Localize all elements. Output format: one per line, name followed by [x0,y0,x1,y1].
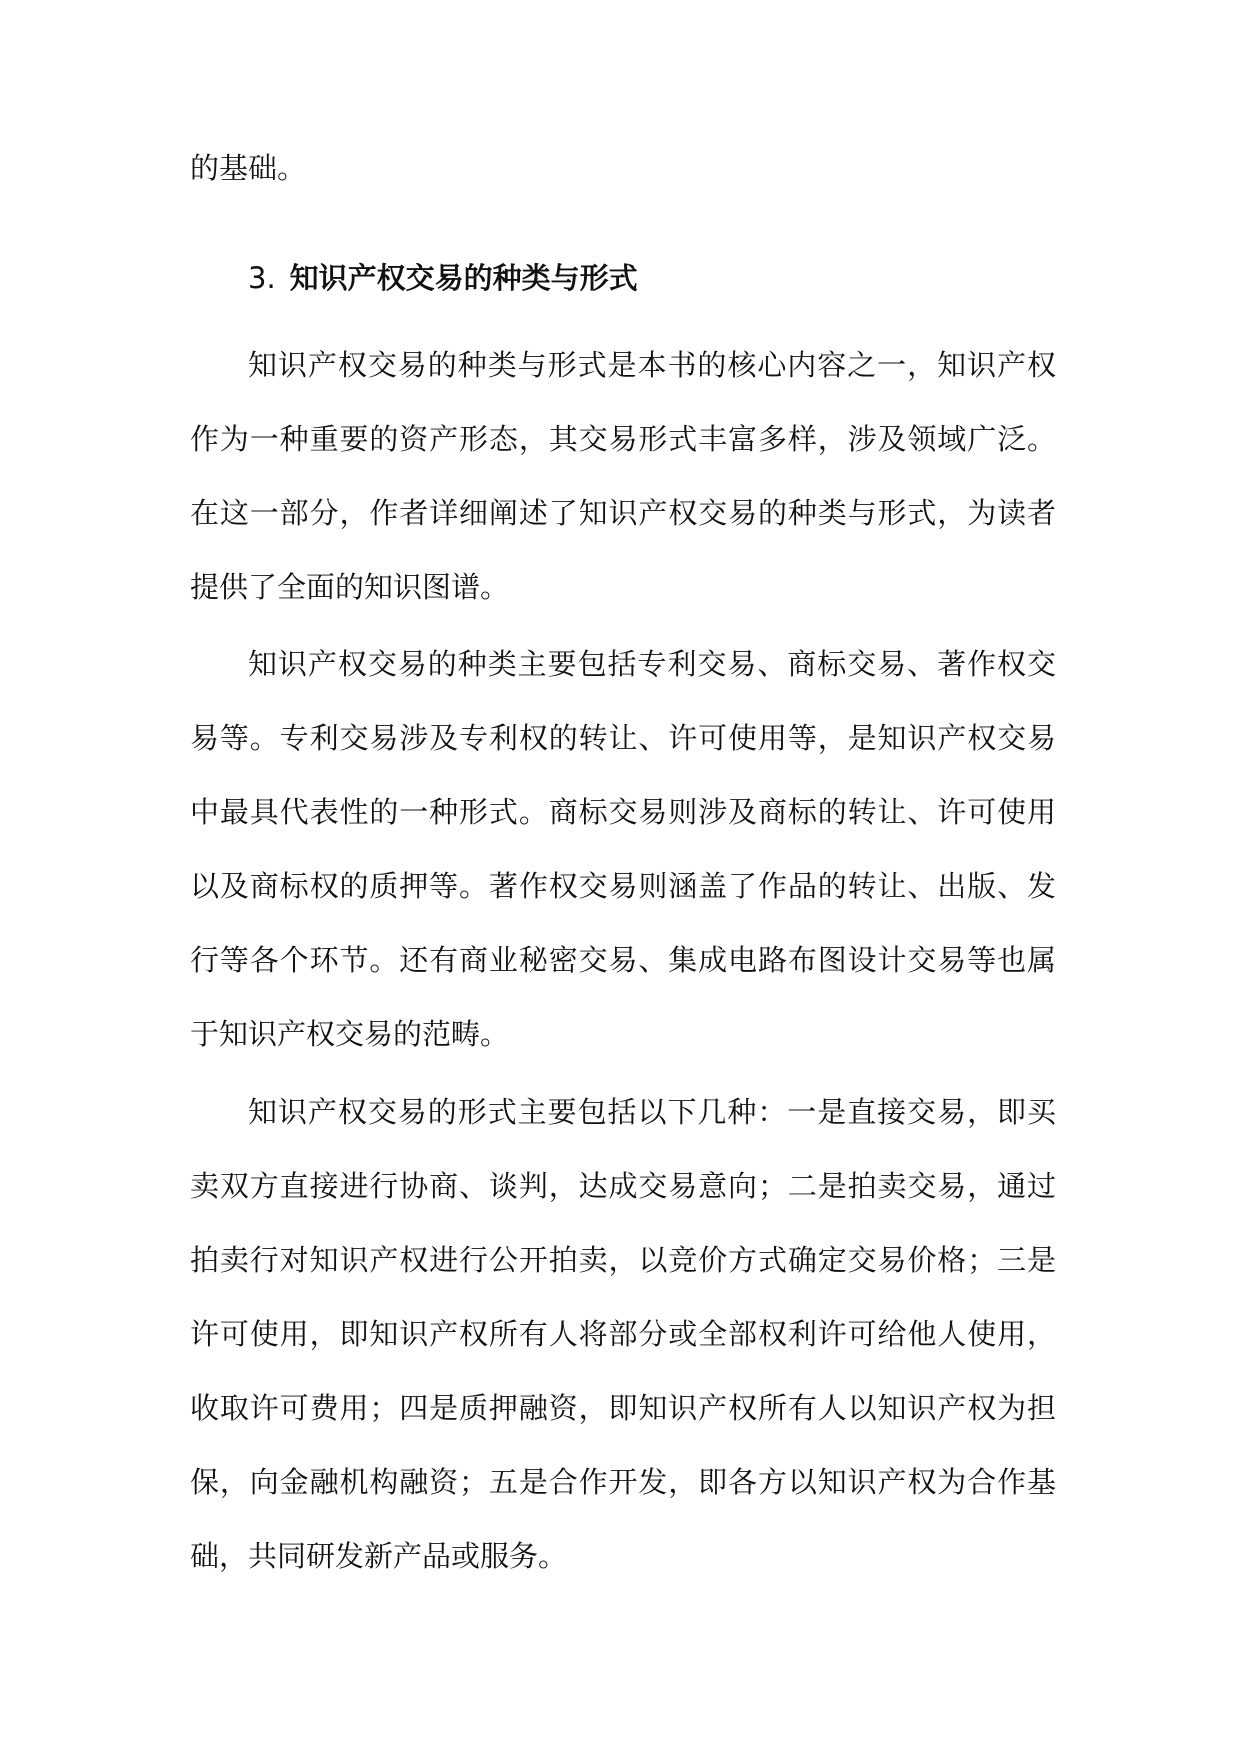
section-title: 知识产权交易的种类与形式 [289,261,638,295]
continuation-text: 的基础。 [190,151,307,185]
paragraph-intro: 知识产权交易的种类与形式是本书的核心内容之一，知识产权作为一种重要的资产形态，其交易形式丰富多样，涉及领域广泛。在这一部分，作者详细阐述了知识产权交易的种类与形式，为读者提供了全面的知识图谱。 [190,348,1056,604]
paragraph-forms: 知识产权交易的形式主要包括以下几种：一是直接交易，即买卖双方直接进行协商、谈判，达成交易意向；二是拍卖交易，通过拍卖行对知识产权进行公开拍卖，以竞价方式确定交易价格；三是许可使用，即知识产权所有人将部分或全部权利许可给他人使用，收取许可费用；四是质押融资，即知识产权所有人以知识产权为担保，向金融机构融资；五是合作开发，即各方以知识产权为合作基础，共同研发新产品或服务。 [190,1095,1056,1573]
paragraph-types: 知识产权交易的种类主要包括专利交易、商标交易、著作权交易等。专利交易涉及专利权的转让、许可使用等，是知识产权交易中最具代表性的一种形式。商标交易则涉及商标的转让、许可使用以及商标权的质押等。著作权交易则涵盖了作品的转让、出版、发行等各个环节。还有商业秘密交易、集成电路布图设计交易等也属于知识产权交易的范畴。 [190,647,1056,1051]
section-number: 3. [248,261,276,295]
section-heading [248,248,638,308]
